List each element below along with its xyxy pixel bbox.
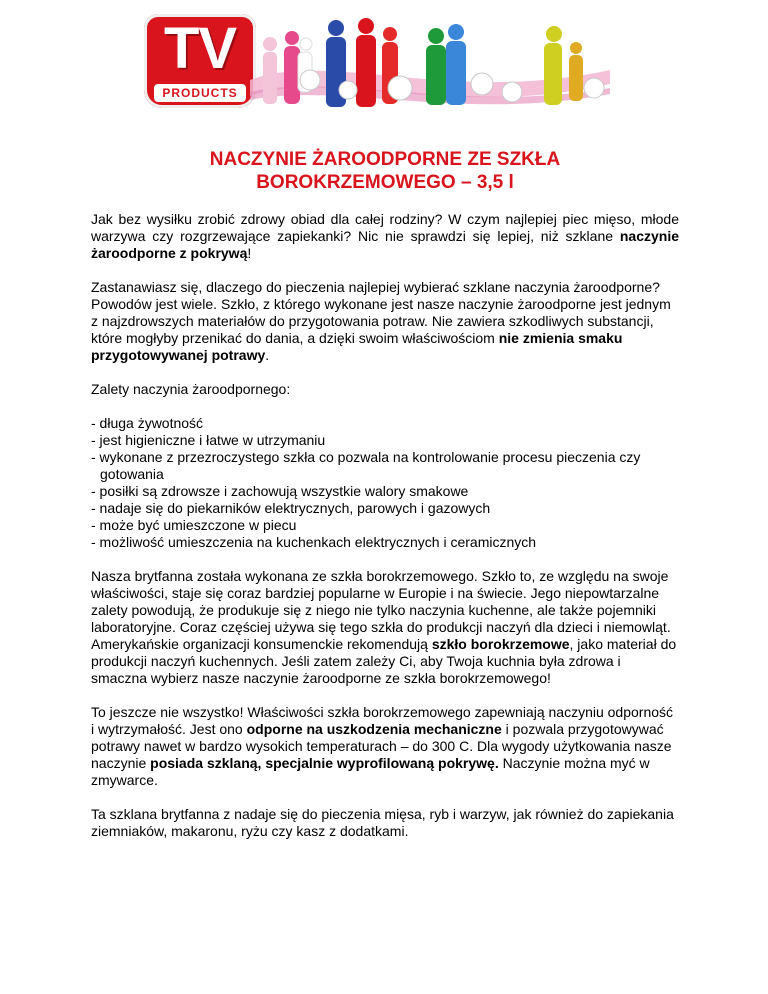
paragraph-3: Nasza brytfanna została wykonana ze szkła borokrzemowego. Szkło to, ze względu na swoje właściwości, staje się coraz bardziej popularne w Europie i na świecie. Jego niepowtarzalne zalety powodują, że produkuje się z niego nie tylko naczynia kuchenne, ale także pojemniki laboratoryjne. Coraz częściej używa się tego szkła do produkcji naczyń dla dzieci i niemowląt. Amerykańskie organizacji konsumenckie rekomendują szkło borokrzemowe, jako materiał do produkcji naczyń kuchennych. Jeśli zatem zależy Ci, aby Twoja kuchnia była zdrowa i smaczna wybierz nasze naczynie żaroodporne ze szkła borokrzemowego! <box>91 568 677 686</box>
paragraph-5: Ta szklana brytfanna z nadaje się do pieczenia mięsa, ryb i warzyw, jak również do zapiekania ziemniaków, makaronu, ryżu czy kasz z dodatkami. <box>91 806 674 839</box>
list-item: - możliwość umieszczenia na kuchenkach elektrycznych i ceramicznych <box>91 534 537 550</box>
list-item: - może być umieszczone w piecu <box>91 517 297 533</box>
person-silhouette-icon <box>544 26 562 105</box>
list-item: - jest higieniczne i łatwe w utrzymaniu <box>91 432 326 448</box>
list-item: - długa żywotność <box>91 415 204 431</box>
list-item: - wykonane z przezroczystego szkła co pozwala na kontrolowanie procesu pieczenia czy gotowania <box>91 449 641 482</box>
title-line-2: BOROKRZEMOWEGO – 3,5 l <box>256 172 514 193</box>
p4-bold-2: posiada szklaną, specjalnie wyprofilowaną pokrywę. <box>150 755 499 771</box>
page-title <box>91 148 679 194</box>
people-banner <box>250 10 610 120</box>
p3-bold: szkło borokrzemowe <box>431 636 570 652</box>
person-silhouette-icon <box>263 37 277 104</box>
logo-subtitle: PRODUCTS <box>154 84 246 102</box>
title-line-1: NACZYNIE ŻAROODPORNE ZE SZKŁA <box>209 149 561 170</box>
list-item: - nadaje się do piekarników elektrycznych, parowych i gazowych <box>91 500 491 516</box>
advantages-heading: Zalety naczynia żaroodpornego: <box>91 381 291 397</box>
person-silhouette-icon <box>356 18 376 107</box>
person-silhouette-icon <box>569 42 583 101</box>
header <box>0 0 768 120</box>
p2-bold: nie zmienia smaku przygotowywanej potrawy <box>91 330 623 363</box>
logo-title: TV <box>163 16 237 81</box>
p4-bold-1: odporne na uszkodzenia mechaniczne <box>246 721 502 737</box>
person-silhouette-icon <box>426 28 446 105</box>
paragraph-4: To jeszcze nie wszystko! Właściwości szkła borokrzemowego zapewniają naczyniu odporność i wytrzymałość. Jest ono odporne na uszkodzenia mechaniczne i pozwala przygotowywać potrawy nawet w bardzo wysokich temperaturach – do 300 C. Dla wygody użytkowania nasze naczynie posiada szklaną, specjalnie wyprofilowaną pokrywę. Naczynie można myć w zmywarce. <box>91 704 674 788</box>
tv-products-logo <box>144 14 256 108</box>
list-item: - posiłki są zdrowsze i zachowują wszystkie walory smakowe <box>91 483 469 499</box>
person-silhouette-icon <box>446 24 466 105</box>
document-body <box>91 148 679 857</box>
intro-paragraph: Jak bez wysiłku zrobić zdrowy obiad dla całej rodziny? W czym najlepiej piec mięso, młode warzywa czy rozgrzewające zapiekanki? Nic nie sprawdzi się lepiej, niż szklane naczynie żaroodporne z pokrywą! <box>91 211 679 261</box>
paragraph-2: Zastanawiasz się, dlaczego do pieczenia najlepiej wybierać szklane naczynia żaroodporne? Powodów jest wiele. Szkło, z którego wykonane jest nasze naczynie żaroodporne jest jednym z najzdrowszych materiałów do przygotowania potraw. Nie zawiera szkodliwych substancji, które mogłyby przenikać do dania, a dzięki swoim właściwościom nie zmienia smaku przygotowywanej potrawy. <box>91 279 671 363</box>
advantages-list <box>91 415 679 551</box>
intro-bold: naczynie żaroodporne z pokrywą <box>91 228 679 261</box>
